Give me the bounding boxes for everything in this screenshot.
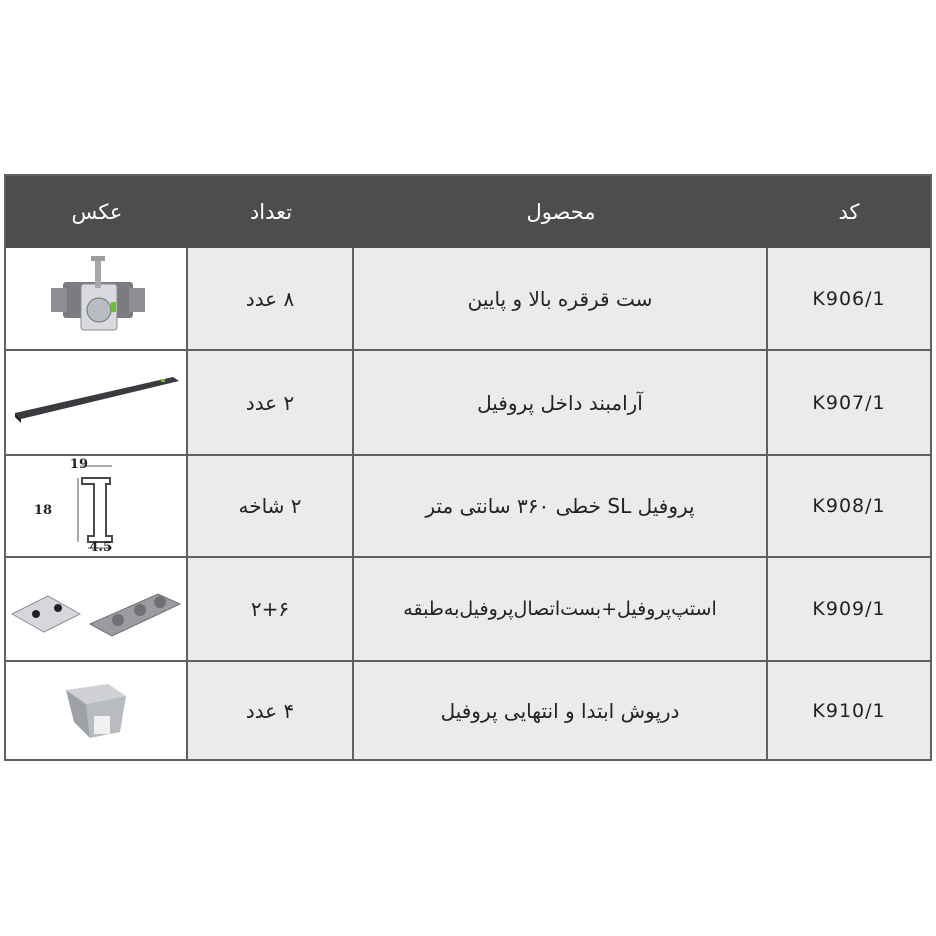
table-row	[6, 558, 930, 660]
code-cell: K909/1	[812, 598, 886, 620]
header-photo: عکس	[71, 200, 123, 224]
product-cell: پروفیل SL خطی ۳۶۰ سانتی متر	[354, 456, 768, 556]
stop-and-bracket-icon	[6, 558, 188, 660]
table-row	[6, 662, 930, 759]
code-cell: K908/1	[812, 495, 886, 517]
qty-cell: ۲ شاخه	[188, 456, 354, 556]
header-qty: تعداد	[249, 200, 293, 224]
table-row	[6, 456, 930, 556]
roller-set-icon	[6, 248, 188, 349]
qty-cell: ۲ عدد	[188, 351, 354, 454]
product-cell: آرامبند داخل پروفیل	[354, 351, 768, 454]
damper-rod-icon	[6, 351, 188, 454]
qty-cell: ۸ عدد	[188, 248, 354, 349]
dim-side: 18	[33, 503, 52, 518]
table-header	[6, 176, 930, 248]
product-cell: ست قرقره بالا و پایین	[354, 248, 768, 349]
code-cell: K907/1	[812, 391, 886, 414]
end-cap-icon	[6, 662, 188, 759]
product-cell: استپ‌پروفیل+بست‌اتصال‌پروفیل‌به‌طبقه	[354, 558, 768, 660]
table-row	[6, 351, 930, 454]
qty-cell: ۴ عدد	[188, 662, 354, 759]
code-cell: K910/1	[812, 699, 886, 722]
code-cell: K906/1	[812, 287, 886, 310]
dim-bottom: 4.5	[89, 540, 112, 554]
dim-top: 19	[69, 458, 88, 472]
profile-drawing-icon	[6, 456, 188, 556]
header-product: محصول	[526, 200, 596, 224]
product-cell: درپوش ابتدا و انتهایی پروفیل	[354, 662, 768, 759]
header-code: کد	[838, 200, 860, 224]
product-table	[4, 174, 932, 761]
qty-cell: ۲+۶	[188, 558, 354, 660]
table-row	[6, 248, 930, 349]
